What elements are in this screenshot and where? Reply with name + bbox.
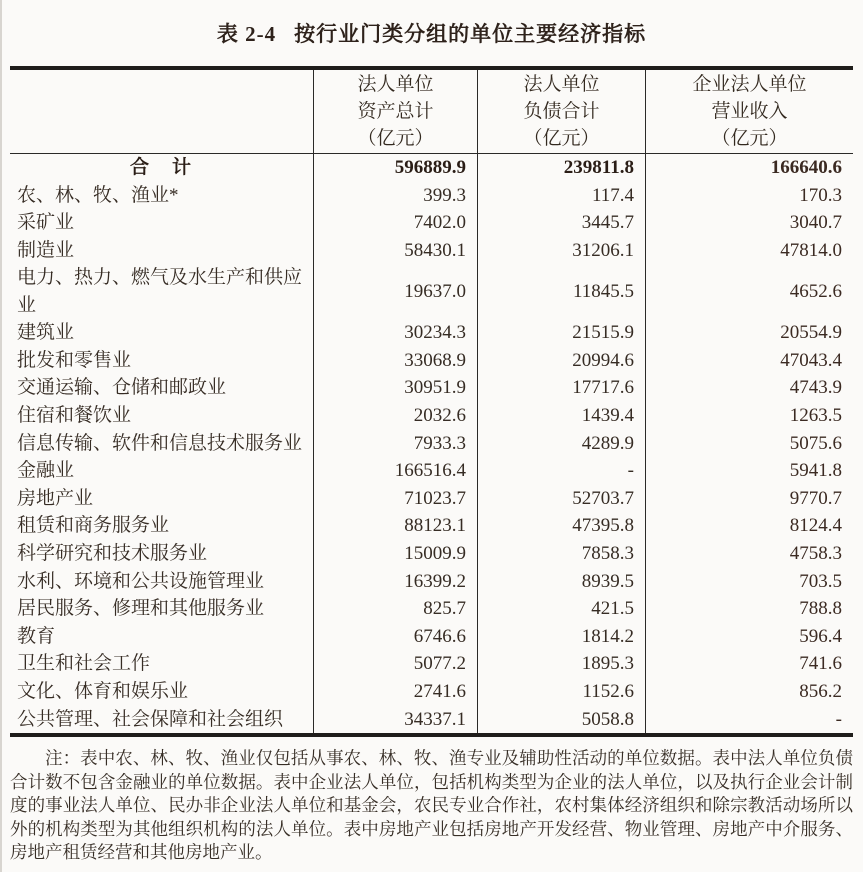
row-liabilities-value: 52703.7 (477, 485, 645, 513)
row-liabilities-value: 31206.1 (477, 237, 645, 265)
row-revenue-value: 166640.6 (645, 154, 853, 182)
row-revenue-value: 5941.8 (645, 457, 853, 485)
row-assets-value: 5077.2 (313, 650, 477, 678)
row-industry-label: 住宿和餐饮业 (17, 405, 132, 427)
row-industry-label: 文化、体育和娱乐业 (17, 681, 189, 702)
row-industry-label: 电力、热力、燃气及水生产和供应业 (17, 267, 303, 316)
row-liabilities-value: 7858.3 (477, 540, 645, 568)
economic-indicators-table (10, 66, 853, 737)
table-row (10, 595, 853, 623)
row-industry-label: 农、林、牧、渔业* (17, 184, 179, 206)
row-liabilities-value: 21515.9 (477, 319, 645, 347)
table-body (10, 154, 853, 733)
row-revenue-value: 5075.6 (645, 430, 853, 458)
row-revenue-value: 3040.7 (645, 209, 853, 237)
table-row (10, 264, 853, 319)
row-assets-value: 7933.3 (313, 430, 477, 458)
row-assets-value: 33068.9 (313, 347, 477, 375)
row-assets-value: 88123.1 (313, 512, 477, 540)
row-revenue-value: 20554.9 (645, 319, 853, 347)
row-industry-label: 卫生和社会工作 (17, 653, 151, 675)
row-industry-label: 采矿业 (17, 212, 75, 234)
row-assets-value: 166516.4 (313, 457, 477, 485)
table-row (10, 402, 853, 430)
row-revenue-value: 4758.3 (645, 540, 853, 568)
row-industry-label: 金融业 (17, 460, 75, 482)
row-assets-value: 15009.9 (313, 540, 477, 568)
row-assets-value: 7402.0 (313, 209, 477, 237)
row-assets-value: 16399.2 (313, 568, 477, 596)
table-footnote: 注：表中农、林、牧、渔业仅包括从事农、林、牧、渔专业及辅助性活动的单位数据。表中法人单位负债合计数不包含金融业的单位数据。表中企业法人单位，包括机构类型为企业的法人单位，以及执行企业会计制度的事业法人单位、民办非企业法人单位和基金会，农民专业合作社，农村集体经济组织和除宗教活动场所以外的机构类型为其他组织机构的法人单位。表中房地产业包括房地产开发经营、物业管理、房地产中介服务、房地产租赁经营和其他房地产业。 (10, 748, 853, 863)
row-liabilities-value: - (477, 457, 645, 485)
row-liabilities-value: 1895.3 (477, 650, 645, 678)
row-industry-label: 公共管理、社会保障和社会组织 (17, 708, 284, 730)
table-row (10, 485, 853, 513)
table-row (10, 374, 853, 402)
row-revenue-value: - (645, 706, 853, 734)
row-industry-label: 批发和零售业 (17, 349, 132, 371)
row-assets-value: 399.3 (313, 182, 477, 210)
table-title-text: 按行业门类分组的单位主要经济指标 (294, 22, 647, 46)
table-row (10, 512, 853, 540)
row-revenue-value: 170.3 (645, 182, 853, 210)
row-liabilities-value: 4289.9 (477, 430, 645, 458)
row-industry-label: 房地产业 (17, 487, 94, 509)
row-industry-label: 教育 (17, 625, 56, 647)
row-assets-value: 2741.6 (313, 678, 477, 706)
row-revenue-value: 1263.5 (645, 402, 853, 430)
table-title (0, 12, 863, 54)
row-assets-value: 825.7 (313, 595, 477, 623)
table-row (10, 457, 853, 485)
row-industry-label: 信息传输、软件和信息技术服务业 (17, 432, 303, 454)
row-liabilities-value: 239811.8 (477, 154, 645, 182)
row-revenue-value: 741.6 (645, 650, 853, 678)
table-header-row (10, 70, 853, 154)
table-row (10, 430, 853, 458)
row-industry-label: 水利、环境和公共设施管理业 (17, 570, 265, 592)
row-liabilities-value: 47395.8 (477, 512, 645, 540)
row-assets-value: 6746.6 (313, 623, 477, 651)
row-revenue-value: 8124.4 (645, 512, 853, 540)
row-liabilities-value: 5058.8 (477, 706, 645, 734)
table-row (10, 319, 853, 347)
row-assets-value: 58430.1 (313, 237, 477, 265)
row-revenue-value: 4743.9 (645, 374, 853, 402)
table-row (10, 678, 853, 706)
table-row (10, 650, 853, 678)
row-industry-label: 科学研究和技术服务业 (17, 543, 208, 565)
row-assets-value: 30951.9 (313, 374, 477, 402)
row-assets-value: 2032.6 (313, 402, 477, 430)
table-row (10, 209, 853, 237)
row-industry-label: 制造业 (17, 239, 75, 261)
row-liabilities-value: 20994.6 (477, 347, 645, 375)
table-number: 表 2-4 (216, 22, 277, 46)
row-industry-label: 合 计 (129, 157, 193, 179)
row-liabilities-value: 1814.2 (477, 623, 645, 651)
row-liabilities-value: 17717.6 (477, 374, 645, 402)
row-revenue-value: 856.2 (645, 678, 853, 706)
row-liabilities-value: 1152.6 (477, 678, 645, 706)
row-assets-value: 30234.3 (313, 319, 477, 347)
row-assets-value: 19637.0 (313, 264, 477, 319)
row-revenue-value: 47814.0 (645, 237, 853, 265)
row-liabilities-value: 421.5 (477, 595, 645, 623)
row-liabilities-value: 1439.4 (477, 402, 645, 430)
row-industry-label: 居民服务、修理和其他服务业 (17, 598, 265, 620)
row-liabilities-value: 117.4 (477, 182, 645, 210)
table-row (10, 237, 853, 265)
table-row (10, 706, 853, 734)
row-revenue-value: 788.8 (645, 595, 853, 623)
row-revenue-value: 703.5 (645, 568, 853, 596)
table-row (10, 568, 853, 596)
table-row (10, 540, 853, 568)
row-revenue-value: 9770.7 (645, 485, 853, 513)
row-assets-value: 34337.1 (313, 706, 477, 734)
row-revenue-value: 596.4 (645, 623, 853, 651)
row-revenue-value: 4652.6 (645, 264, 853, 319)
row-liabilities-value: 11845.5 (477, 264, 645, 319)
header-cell-revenue: 企业法人单位 营业收入 （亿元） (645, 70, 853, 153)
header-cell-assets: 法人单位 资产总计 （亿元） (313, 70, 477, 153)
row-assets-value: 596889.9 (313, 154, 477, 182)
header-cell-industry (10, 70, 313, 153)
row-revenue-value: 47043.4 (645, 347, 853, 375)
row-assets-value: 71023.7 (313, 485, 477, 513)
row-liabilities-value: 3445.7 (477, 209, 645, 237)
table-row (10, 182, 853, 210)
table-row (10, 154, 853, 182)
header-cell-liabilities: 法人单位 负债合计 （亿元） (477, 70, 645, 153)
row-liabilities-value: 8939.5 (477, 568, 645, 596)
table-row (10, 623, 853, 651)
table-row (10, 347, 853, 375)
row-industry-label: 建筑业 (17, 322, 75, 344)
row-industry-label: 租赁和商务服务业 (17, 515, 170, 537)
row-industry-label: 交通运输、仓储和邮政业 (17, 377, 227, 399)
